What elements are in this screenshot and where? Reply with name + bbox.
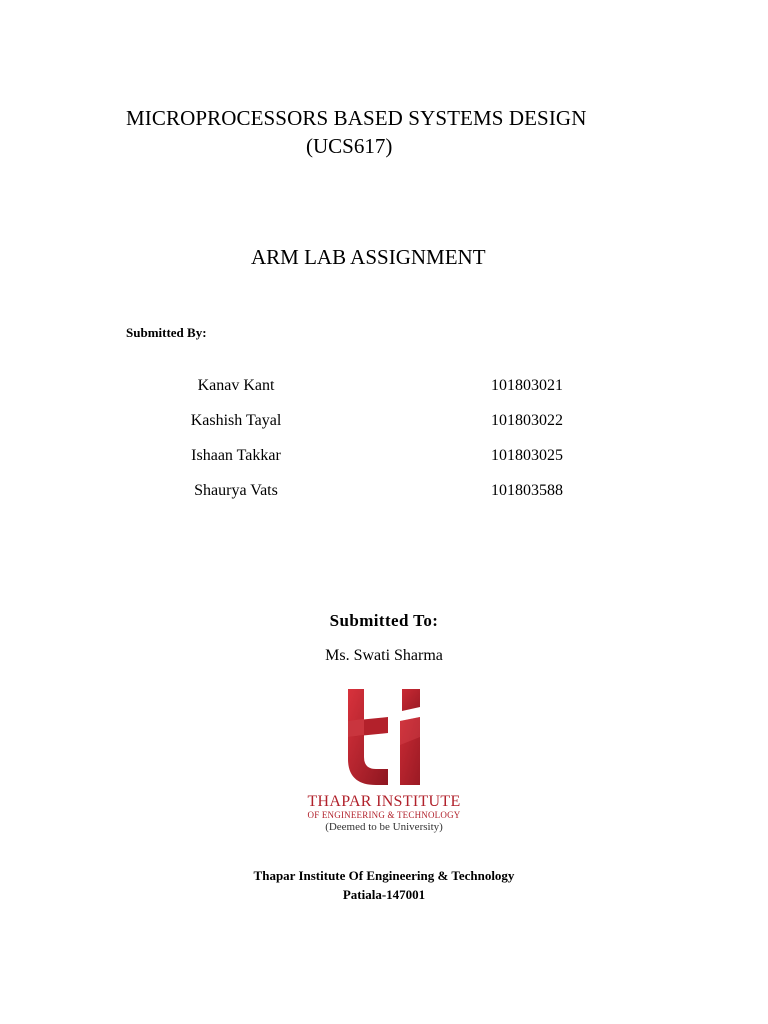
footer-location: Patiala-147001 bbox=[342, 887, 426, 902]
footer-institute: Thapar Institute Of Engineering & Technology bbox=[253, 868, 515, 883]
member-name: Shaurya Vats bbox=[194, 482, 278, 499]
member-roll: 101803025 bbox=[491, 447, 563, 464]
member-roll: 101803588 bbox=[491, 482, 563, 499]
logo-institute-name: THAPAR INSTITUTE bbox=[307, 793, 461, 810]
course-title: MICROPROCESSORS BASED SYSTEMS DESIGN bbox=[126, 106, 587, 130]
member-roll: 101803021 bbox=[491, 377, 563, 394]
submitted-to-label: Submitted To: bbox=[329, 611, 439, 630]
guide-name: Ms. Swati Sharma bbox=[325, 647, 443, 664]
course-code: (UCS617) bbox=[306, 134, 393, 158]
logo-institute-subtitle: OF ENGINEERING & TECHNOLOGY bbox=[307, 810, 461, 820]
assignment-title: ARM LAB ASSIGNMENT bbox=[251, 245, 486, 269]
submitted-by-label: Submitted By: bbox=[126, 325, 207, 340]
member-name: Ishaan Takkar bbox=[191, 447, 281, 464]
institute-logo-icon bbox=[342, 687, 426, 787]
member-roll: 101803022 bbox=[491, 412, 563, 429]
logo-deemed-text: (Deemed to be University) bbox=[325, 821, 443, 833]
member-name: Kashish Tayal bbox=[190, 412, 282, 429]
member-name: Kanav Kant bbox=[197, 377, 275, 394]
